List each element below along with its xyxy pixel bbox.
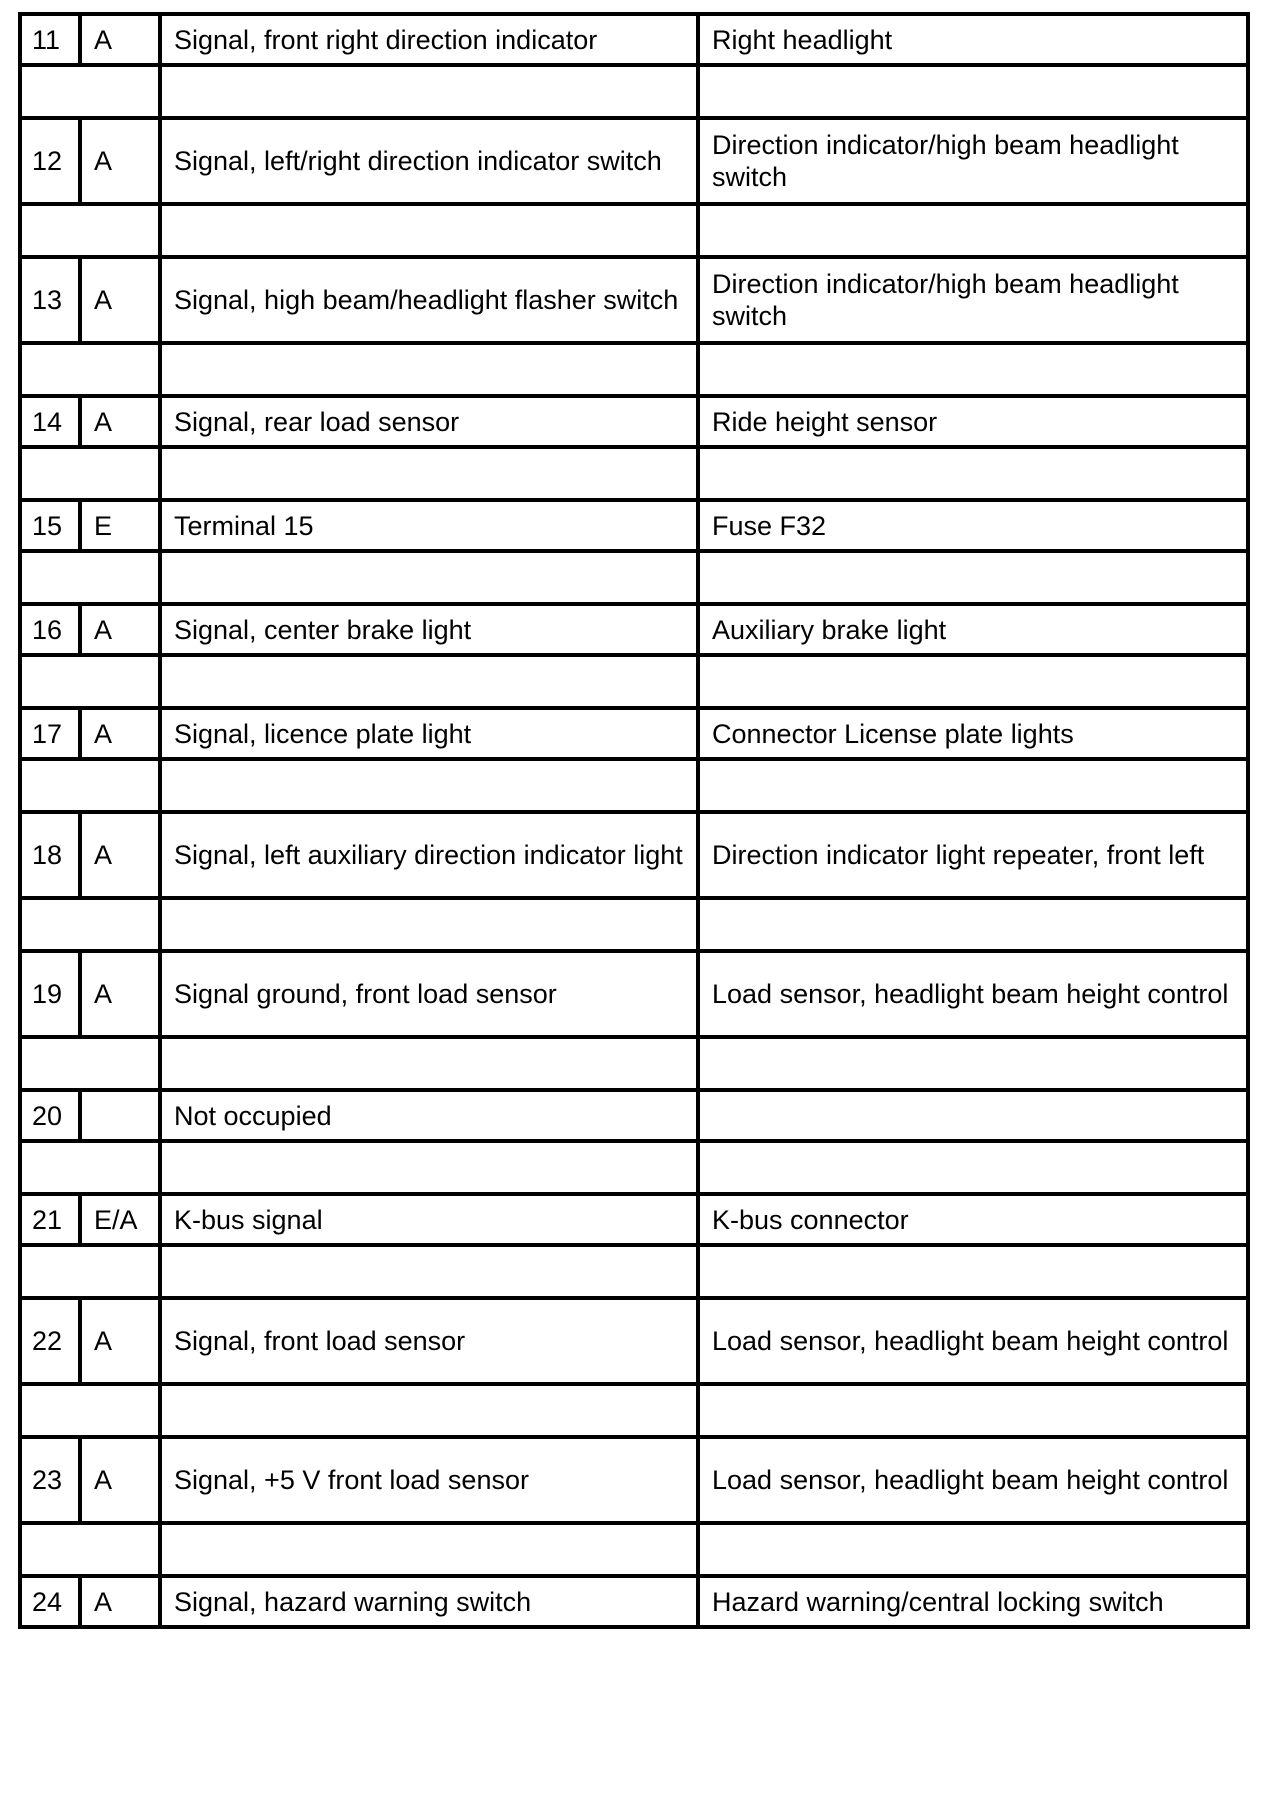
table-row [20, 1298, 1248, 1384]
spacer-row [20, 1523, 1248, 1576]
signal-type-cell: A [80, 257, 160, 343]
connection-cell: Auxiliary brake light [698, 604, 1248, 655]
description-cell: Signal, left/right direction indicator switch [160, 118, 698, 204]
spacer-cell [20, 1141, 160, 1194]
spacer-cell [698, 759, 1248, 812]
spacer-cell [698, 1523, 1248, 1576]
spacer-row [20, 655, 1248, 708]
spacer-cell [160, 551, 698, 604]
description-cell: Signal, front right direction indicator [160, 14, 698, 65]
spacer-cell [160, 1245, 698, 1298]
spacer-cell [698, 1245, 1248, 1298]
spacer-cell [20, 343, 160, 396]
table-row [20, 257, 1248, 343]
pin-number-cell: 18 [20, 812, 80, 898]
spacer-row [20, 1037, 1248, 1090]
description-cell: Signal, high beam/headlight flasher switch [160, 257, 698, 343]
signal-type-cell: A [80, 14, 160, 65]
description-cell: Not occupied [160, 1090, 698, 1141]
spacer-cell [698, 551, 1248, 604]
connection-cell: Direction indicator/high beam headlight switch [698, 118, 1248, 204]
signal-type-cell: A [80, 118, 160, 204]
connection-cell: Load sensor, headlight beam height control [698, 1437, 1248, 1523]
spacer-cell [698, 655, 1248, 708]
spacer-cell [20, 1245, 160, 1298]
description-cell: Signal ground, front load sensor [160, 951, 698, 1037]
spacer-cell [20, 1037, 160, 1090]
spacer-cell [160, 759, 698, 812]
spacer-row [20, 551, 1248, 604]
signal-type-cell: A [80, 1576, 160, 1627]
pin-assignment-table [18, 12, 1250, 1629]
table-row [20, 708, 1248, 759]
pin-number-cell: 24 [20, 1576, 80, 1627]
spacer-cell [160, 343, 698, 396]
spacer-cell [698, 1141, 1248, 1194]
pin-number-cell: 12 [20, 118, 80, 204]
table-row [20, 1576, 1248, 1627]
spacer-row [20, 343, 1248, 396]
spacer-row [20, 204, 1248, 257]
spacer-cell [160, 898, 698, 951]
table-row [20, 396, 1248, 447]
connection-cell: Hazard warning/central locking switch [698, 1576, 1248, 1627]
table-row [20, 812, 1248, 898]
description-cell: Signal, center brake light [160, 604, 698, 655]
signal-type-cell: A [80, 812, 160, 898]
spacer-cell [698, 447, 1248, 500]
description-cell: Signal, front load sensor [160, 1298, 698, 1384]
spacer-cell [698, 65, 1248, 118]
pin-number-cell: 20 [20, 1090, 80, 1141]
spacer-cell [160, 1141, 698, 1194]
spacer-cell [20, 551, 160, 604]
signal-type-cell: A [80, 1437, 160, 1523]
spacer-cell [160, 1384, 698, 1437]
connection-cell: K-bus connector [698, 1194, 1248, 1245]
spacer-row [20, 898, 1248, 951]
spacer-cell [160, 1037, 698, 1090]
pin-number-cell: 11 [20, 14, 80, 65]
connection-cell [698, 1090, 1248, 1141]
signal-type-cell: A [80, 708, 160, 759]
spacer-row [20, 1384, 1248, 1437]
signal-type-cell: A [80, 1298, 160, 1384]
spacer-row [20, 1141, 1248, 1194]
spacer-cell [698, 1037, 1248, 1090]
connection-cell: Ride height sensor [698, 396, 1248, 447]
pin-number-cell: 22 [20, 1298, 80, 1384]
spacer-row [20, 1245, 1248, 1298]
connection-cell: Right headlight [698, 14, 1248, 65]
connection-cell: Fuse F32 [698, 500, 1248, 551]
signal-type-cell: E/A [80, 1194, 160, 1245]
spacer-cell [20, 1523, 160, 1576]
table-row [20, 118, 1248, 204]
spacer-cell [160, 204, 698, 257]
spacer-cell [698, 343, 1248, 396]
pin-number-cell: 14 [20, 396, 80, 447]
spacer-row [20, 759, 1248, 812]
pin-number-cell: 21 [20, 1194, 80, 1245]
spacer-cell [160, 447, 698, 500]
spacer-row [20, 447, 1248, 500]
spacer-cell [160, 655, 698, 708]
pin-number-cell: 16 [20, 604, 80, 655]
pin-number-cell: 15 [20, 500, 80, 551]
table-row [20, 14, 1248, 65]
table-row [20, 604, 1248, 655]
spacer-cell [20, 1384, 160, 1437]
description-cell: K-bus signal [160, 1194, 698, 1245]
description-cell: Terminal 15 [160, 500, 698, 551]
pin-number-cell: 17 [20, 708, 80, 759]
spacer-cell [698, 1384, 1248, 1437]
spacer-cell [160, 65, 698, 118]
table-row [20, 500, 1248, 551]
table-row [20, 1194, 1248, 1245]
spacer-cell [20, 759, 160, 812]
description-cell: Signal, licence plate light [160, 708, 698, 759]
description-cell: Signal, +5 V front load sensor [160, 1437, 698, 1523]
spacer-cell [160, 1523, 698, 1576]
spacer-cell [20, 447, 160, 500]
spacer-cell [698, 898, 1248, 951]
spacer-cell [20, 655, 160, 708]
signal-type-cell: E [80, 500, 160, 551]
description-cell: Signal, left auxiliary direction indicator light [160, 812, 698, 898]
spacer-cell [20, 204, 160, 257]
table-row [20, 1437, 1248, 1523]
spacer-cell [20, 65, 160, 118]
table-row [20, 951, 1248, 1037]
spacer-cell [20, 898, 160, 951]
connection-cell: Connector License plate lights [698, 708, 1248, 759]
pin-number-cell: 19 [20, 951, 80, 1037]
spacer-row [20, 65, 1248, 118]
connection-cell: Load sensor, headlight beam height control [698, 951, 1248, 1037]
signal-type-cell: A [80, 396, 160, 447]
connection-cell: Direction indicator light repeater, front left [698, 812, 1248, 898]
pin-number-cell: 13 [20, 257, 80, 343]
connection-cell: Direction indicator/high beam headlight switch [698, 257, 1248, 343]
signal-type-cell: A [80, 604, 160, 655]
spacer-cell [698, 204, 1248, 257]
signal-type-cell: A [80, 951, 160, 1037]
table-row [20, 1090, 1248, 1141]
pin-number-cell: 23 [20, 1437, 80, 1523]
pin-table-body [20, 14, 1248, 1627]
description-cell: Signal, rear load sensor [160, 396, 698, 447]
connection-cell: Load sensor, headlight beam height control [698, 1298, 1248, 1384]
description-cell: Signal, hazard warning switch [160, 1576, 698, 1627]
signal-type-cell [80, 1090, 160, 1141]
